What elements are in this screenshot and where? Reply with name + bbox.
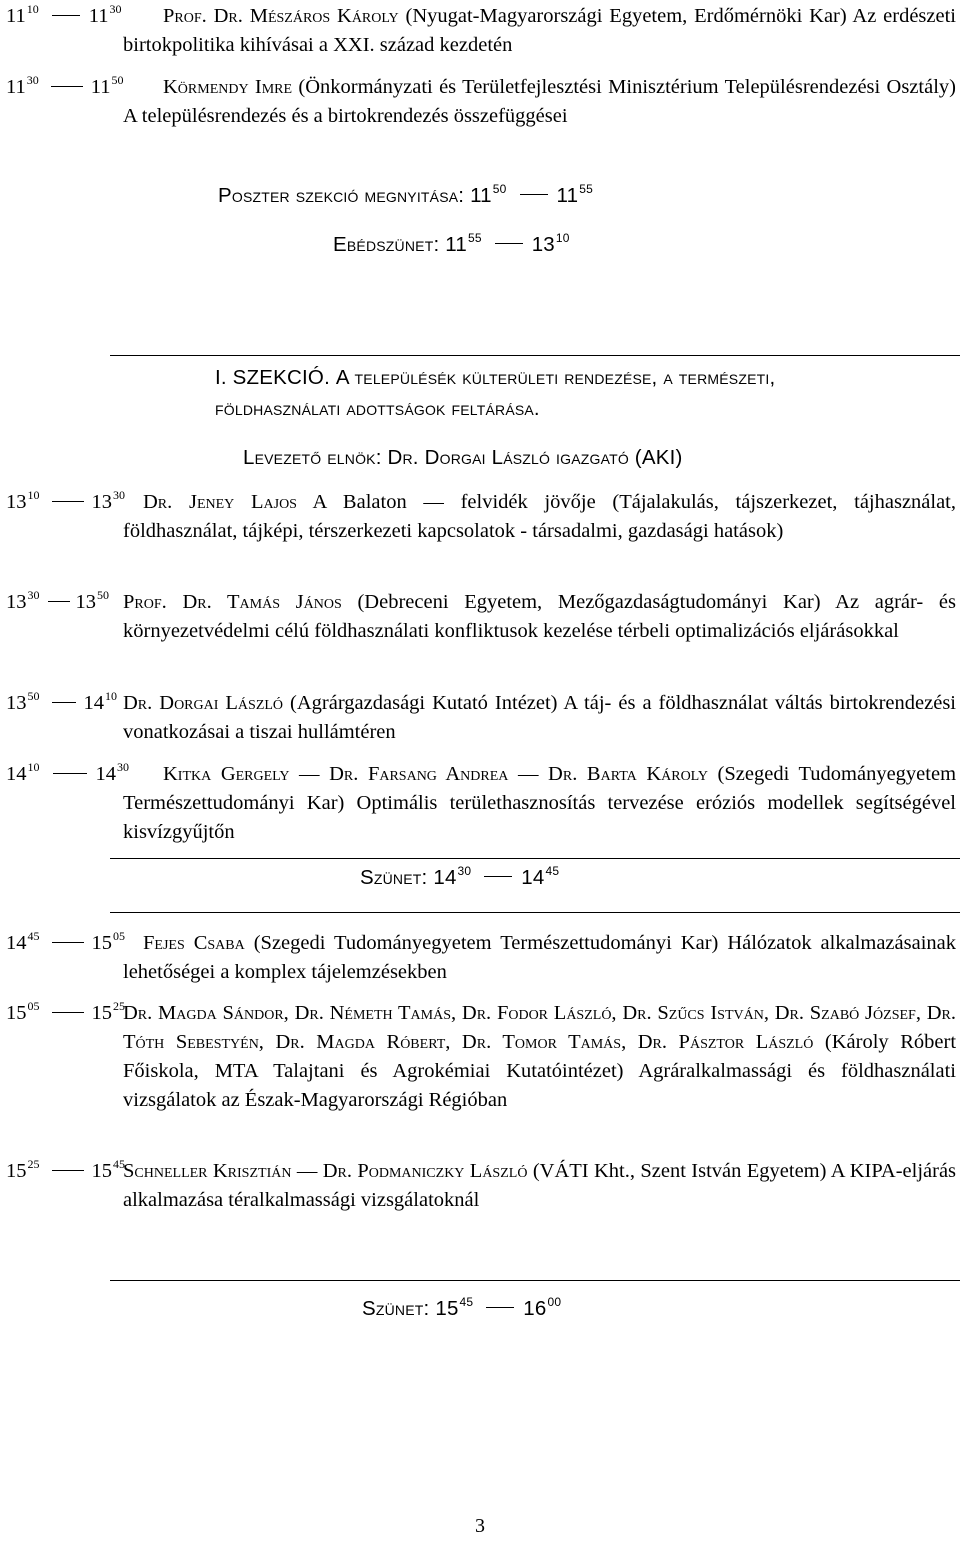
section-heading [215, 362, 960, 424]
section-title: A településék külterületi rendezése, a természeti, [335, 366, 776, 389]
program-entry [6, 1157, 956, 1215]
program-entry [6, 760, 956, 847]
section-divider [110, 1280, 960, 1281]
section-chair: Levezető elnök: Dr. Dorgai László igazgató (AKI) [243, 446, 683, 469]
lunch-break-heading: Ebédszünet: $11^{55}$ $13^{10}$ [333, 231, 570, 256]
page-number: 3 [475, 1515, 485, 1537]
program-entry [6, 929, 956, 987]
speaker-name: Kitka Gergely — Dr. Farsang Andrea — Dr. Barta Károly [163, 763, 708, 785]
speaker-name: Dr. Dorgai László [123, 692, 284, 714]
time-range: $14^{45}$ $15^{05}$ [6, 929, 125, 954]
talk-text: (Nyugat-Magyarországi Egyetem, Erdőmérnöki Kar) Az erdészeti birtokpolitika kihívásai a XXI. század kezdetén [123, 5, 956, 56]
program-entry [6, 588, 956, 646]
time-range: $14^{10}$ $14^{30}$ [6, 760, 129, 785]
speaker-name: Dr. Jeney Lajos [143, 491, 297, 513]
speaker-name: Schneller Krisztián — Dr. Podmaniczky László [123, 1160, 528, 1182]
time-range: $11^{30}$ $11^{50}$ [6, 73, 124, 98]
time-range: $15^{05}$ $15^{25}$ [6, 999, 125, 1024]
talk-text: (Debreceni Egyetem, Mezőgazdaságtudományi Kar) Az agrár- és környezetvédelmi célú földhasználati konfliktusok kezelése térbeli optimalizációs eljárásokkal [123, 591, 956, 642]
program-entry [6, 488, 956, 546]
program-entry [6, 999, 956, 1115]
talk-text: (Agrárgazdasági Kutató Intézet) A táj- és a földhasználat váltás birtokrendezési vonatkozásai a tiszai hullámtéren [123, 692, 957, 743]
program-entry [6, 73, 956, 131]
time-range: $13^{10}$ $13^{30}$ [6, 488, 125, 513]
talk-text: (Szegedi Tudományegyetem Természettudományi Kar) Optimális területhasznosítás tervezése eróziós modellek segítségével kisvízgyűjtőn [123, 763, 957, 843]
speaker-name: Fejes Csaba [143, 932, 245, 954]
speaker-name: Körmendy Imre [163, 76, 293, 98]
time-range: $13^{50}$ $14^{10}$ [6, 689, 117, 714]
speaker-name: Prof. Dr. Mészáros Károly [163, 5, 399, 27]
speaker-name: Dr. Magda Sándor, Dr. Németh Tamás, Dr. Fodor László, Dr. Szűcs István, Dr. Szabó József, Dr. Tóth Sebestyén, Dr. Magda Róbert, Dr. Tomor Tamás, Dr. Pásztor László [123, 1002, 956, 1053]
section-divider [110, 355, 960, 356]
speaker-name: Prof. Dr. Tamás János [123, 591, 342, 613]
talk-text: (Önkormányzati és Területfejlesztési Minisztérium Településrendezési Osztály) A településrendezés és a birtokrendezés összefüggései [123, 76, 956, 127]
section-title-cont: földhasználati adottságok feltárása. [215, 397, 540, 420]
program-entry [6, 689, 956, 747]
time-range: $11^{10}$ $11^{30}$ [6, 2, 122, 27]
section-divider [110, 858, 960, 859]
talk-text: (Károly Róbert Főiskola, MTA Talajtani és Agrokémiai Kutatóintézet) Agráralkalmassági és földhasználati vizsgálatok az Észak-Magyarországi Régióban [123, 1031, 957, 1111]
program-entry [6, 2, 956, 60]
talk-text: A Balaton — felvidék jövője (Tájalakulás, tájszerkezet, tájhasználat, földhasználat, tájképi, térszerkezeti kapcsolatok - társadalmi, gazdasági hatások) [123, 491, 957, 542]
time-range: $13^{30}$ $13^{50}$ [6, 588, 109, 613]
poster-session-heading: Poszter szekció megnyitása: $11^{50}$ $11^{55}$ [218, 182, 593, 207]
time-range: $15^{25}$ $15^{45}$ [6, 1157, 125, 1182]
talk-text: (VÁTI Kht., Szent István Egyetem) A KIPA-eljárás alkalmazása téralkalmassági vizsgálatoknál [123, 1160, 957, 1211]
section-divider [110, 912, 960, 913]
break-heading: Szünet: $14^{30}$ $14^{45}$ [360, 864, 560, 889]
section-number: I. SZEKCIÓ. [215, 366, 330, 389]
talk-text: (Szegedi Tudományegyetem Természettudományi Kar) Hálózatok alkalmazásainak lehetőségei a komplex tájelemzésekben [123, 932, 957, 983]
break-heading: Szünet: $15^{45}$ $16^{00}$ [362, 1295, 562, 1320]
